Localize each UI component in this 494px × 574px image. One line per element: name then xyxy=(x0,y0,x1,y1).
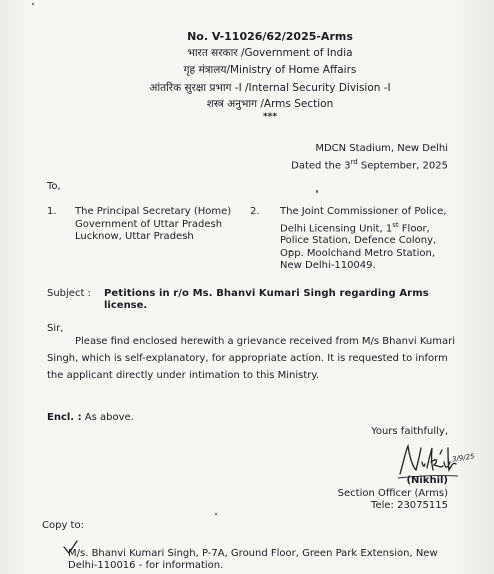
recipient2-line: New Delhi-110049. xyxy=(280,260,376,272)
recipient1-line: The Principal Secretary (Home) xyxy=(75,206,232,217)
subject-line: Petitions in r/o Ms. Bhanvi Kumari Singh regarding Arms xyxy=(104,288,429,299)
closing: Yours faithfully, xyxy=(371,426,448,437)
recipient2-line: Opp. Moolchand Metro Station, xyxy=(280,247,436,259)
to-label: To, xyxy=(47,181,61,192)
recipient1-address xyxy=(75,206,231,244)
scan-speck xyxy=(215,513,217,515)
recipient2-number: 2. xyxy=(250,206,260,217)
recipient1-line: Government of Uttar Pradesh xyxy=(75,218,223,230)
signatory-designation: Section Officer (Arms) xyxy=(337,488,448,499)
recipient2-line: The Joint Commissioner of Police, xyxy=(280,206,447,217)
recipient2-line xyxy=(280,219,447,236)
recipient1-number: 1. xyxy=(47,206,57,217)
scan-speck xyxy=(316,190,318,193)
subject-label: Subject : xyxy=(47,288,91,299)
recipient2-line2-suffix: Floor, xyxy=(398,222,430,234)
date-sup: rd xyxy=(350,158,358,166)
recipient1-line: Lucknow, Uttar Pradesh xyxy=(75,231,194,242)
header-stars: *** xyxy=(262,112,278,122)
scan-speck xyxy=(32,3,34,5)
government-line: भारत सरकार /Government of India xyxy=(187,47,353,59)
copy-to-line: Delhi-110016 - for information. xyxy=(68,560,224,571)
body-line: the applicant directly under intimation to this Ministry. xyxy=(47,370,320,381)
salutation: Sir, xyxy=(47,323,64,334)
signatory-name: (Nikhil) xyxy=(406,475,448,486)
place: MDCN Stadium, New Delhi xyxy=(315,143,448,154)
copy-to-line: M/s. Bhanvi Kumari Singh, P-7A, Ground Floor, Green Park Extension, New xyxy=(68,548,438,559)
enclosure xyxy=(47,412,134,424)
ministry-line: गृह मंत्रालय/Ministry of Home Affairs xyxy=(183,64,357,76)
copy-to-label: Copy to: xyxy=(42,520,84,531)
signatory-telephone: Tele: 23075115 xyxy=(371,500,448,511)
date-prefix: Dated the 3 xyxy=(291,160,351,172)
enclosure-text: As above. xyxy=(81,412,134,423)
recipient2-line: Police Station, Defence Colony, xyxy=(280,235,437,247)
enclosure-label: Encl. : xyxy=(47,412,82,423)
section-line: शस्त्र अनुभाग /Arms Section xyxy=(206,98,334,110)
file-number: No. V-11026/62/2025-Arms xyxy=(187,30,353,43)
division-line: आंतरिक सुरक्षा प्रभाग -I /Internal Security Division -I xyxy=(149,82,391,94)
date-suffix: September, 2025 xyxy=(357,160,448,172)
recipient2-line2-sup: st xyxy=(392,220,399,229)
date-line xyxy=(291,156,448,172)
subject-line: license. xyxy=(104,300,148,311)
recipient2-address xyxy=(280,206,447,273)
body-line: Please find enclosed herewith a grievance received from M/s Bhanvi Kumari xyxy=(75,336,456,347)
body-line: Singh, which is self-explanatory, for appropriate action. It is requested to inform xyxy=(47,353,448,364)
recipient2-line2-prefix: Delhi Licensing Unit, 1 xyxy=(280,222,393,234)
signature-date-note: 3/9/25 xyxy=(451,452,475,464)
